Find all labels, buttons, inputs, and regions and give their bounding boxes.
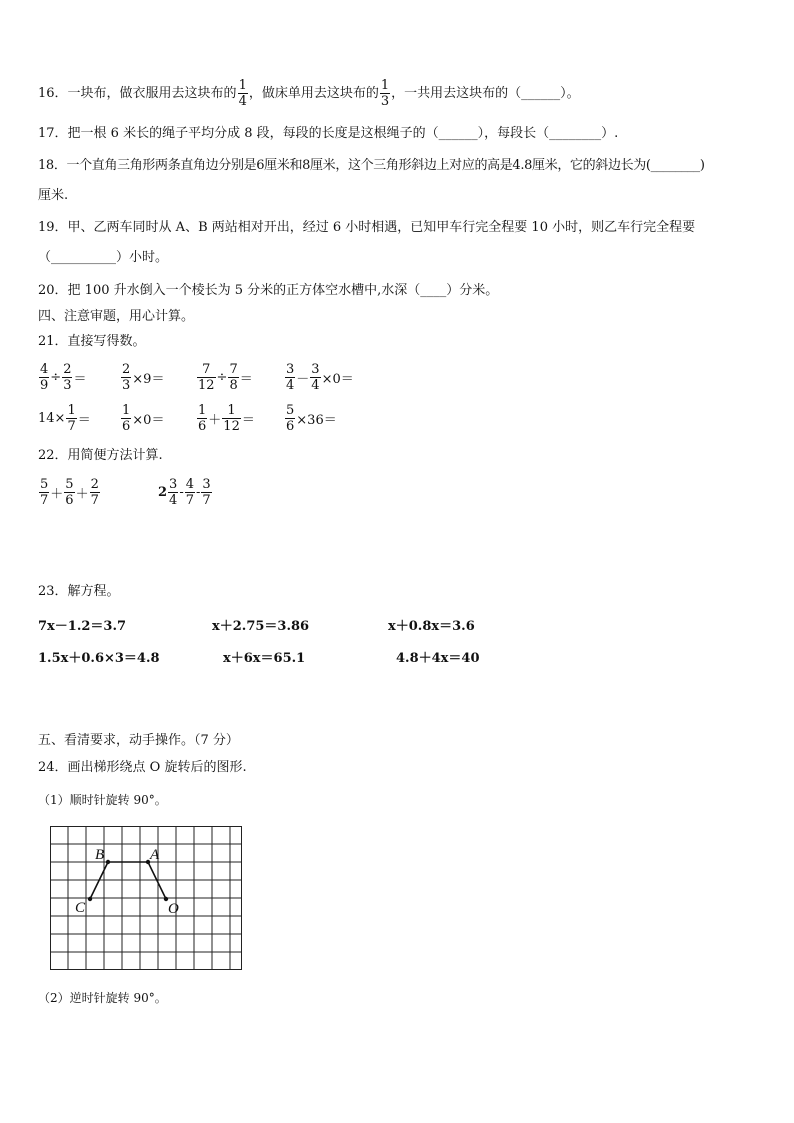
q23-equation-5: x＋6x＝65.1: [223, 651, 306, 666]
question-18-line-2: 厘米.: [38, 188, 69, 203]
grid-lines: [51, 827, 242, 970]
section-5-title: 五、看清要求，动手操作。（7 分）: [38, 733, 239, 748]
q21-item-6: $\frac{1}{6}$ ×0＝: [122, 402, 165, 434]
question-16: [38, 78, 580, 109]
rotation-grid-figure: [50, 826, 246, 974]
q16-text-3: ，一共用去这块布的（______）。: [391, 86, 580, 101]
q22-expression-2: 2 $\frac{3}{4}$ - $\frac{4}{7}$ - $\frac{3}{7}$: [158, 476, 211, 508]
q21-item-1: $\frac{4}{9}$ ÷ $\frac{2}{3}$ ＝: [40, 361, 87, 393]
question-24-title: 24．画出梯形绕点 O 旋转后的图形.: [38, 760, 247, 775]
q16-text-1: 16．一块布，做衣服用去这块布的: [38, 86, 237, 101]
q23-equation-2: x＋2.75＝3.86: [212, 619, 310, 634]
section-4-title: 四、注意审题，用心计算。: [38, 309, 195, 324]
q23-equation-3: x＋0.8x＝3.6: [388, 619, 475, 634]
question-23-title: 23．解方程。: [38, 584, 120, 599]
q21-item-8: $\frac{5}{6}$ ×36＝: [286, 402, 337, 434]
question-19-line-1: 19．甲、乙两车同时从 A、B 两站相对开出，经过 6 小时相遇，已知甲车行完全程要 10 小时，则乙车行完全程要: [38, 220, 696, 235]
question-19-line-2: （__________）小时。: [38, 250, 169, 265]
question-18-line-1: 18．一个直角三角形两条直角边分别是6厘米和8厘米，这个三角形斜边上对应的高是4.8厘米，它的斜边长为(________): [38, 158, 705, 173]
question-17: 17．把一根 6 米长的绳子平均分成 8 段，每段的长度是这根绳子的（______），每段长（________）.: [38, 126, 619, 141]
q21-item-2: $\frac{2}{3}$ ×9＝: [122, 361, 165, 393]
q21-item-3: $\frac{7}{12}$ ÷ $\frac{7}{8}$ ＝: [198, 361, 253, 393]
q21-item-4: $\frac{3}{4}$ － $\frac{3}{4}$ ×0＝: [286, 361, 354, 393]
q23-equation-4: 1.5x＋0.6×3＝4.8: [38, 651, 160, 666]
label-o: O: [168, 901, 179, 917]
q22-expression-1: $\frac{5}{7}$ ＋ $\frac{5}{6}$ ＋ $\frac{2}{7}$: [40, 476, 99, 508]
q21-item-7: $\frac{1}{6}$ ＋ $\frac{1}{12}$ ＝: [198, 402, 255, 434]
label-a: A: [150, 847, 160, 863]
question-20: 20．把 100 升水倒入一个棱长为 5 分米的正方体空水槽中,水深（____）分米。: [38, 283, 499, 298]
q24-sub-2: （2）逆时针旋转 90°。: [38, 991, 167, 1005]
q23-equation-1: 7x－1.2＝3.7: [38, 619, 127, 634]
q23-equation-6: 4.8＋4x＝40: [396, 651, 480, 666]
q16-text-2: ，做床单用去这块布的: [248, 86, 379, 101]
label-b: B: [95, 847, 105, 863]
q21-item-5: 14× $\frac{1}{7}$ ＝: [38, 402, 91, 434]
q16-fraction-1: $\frac{1}{4}$: [238, 78, 247, 109]
question-22-title: 22．用简便方法计算.: [38, 448, 163, 463]
question-21-title: 21．直接写得数。: [38, 334, 146, 349]
q24-sub-1: （1）顺时针旋转 90°。: [38, 793, 167, 807]
q16-fraction-2: $\frac{1}{3}$: [380, 78, 390, 109]
label-c: C: [75, 900, 86, 916]
